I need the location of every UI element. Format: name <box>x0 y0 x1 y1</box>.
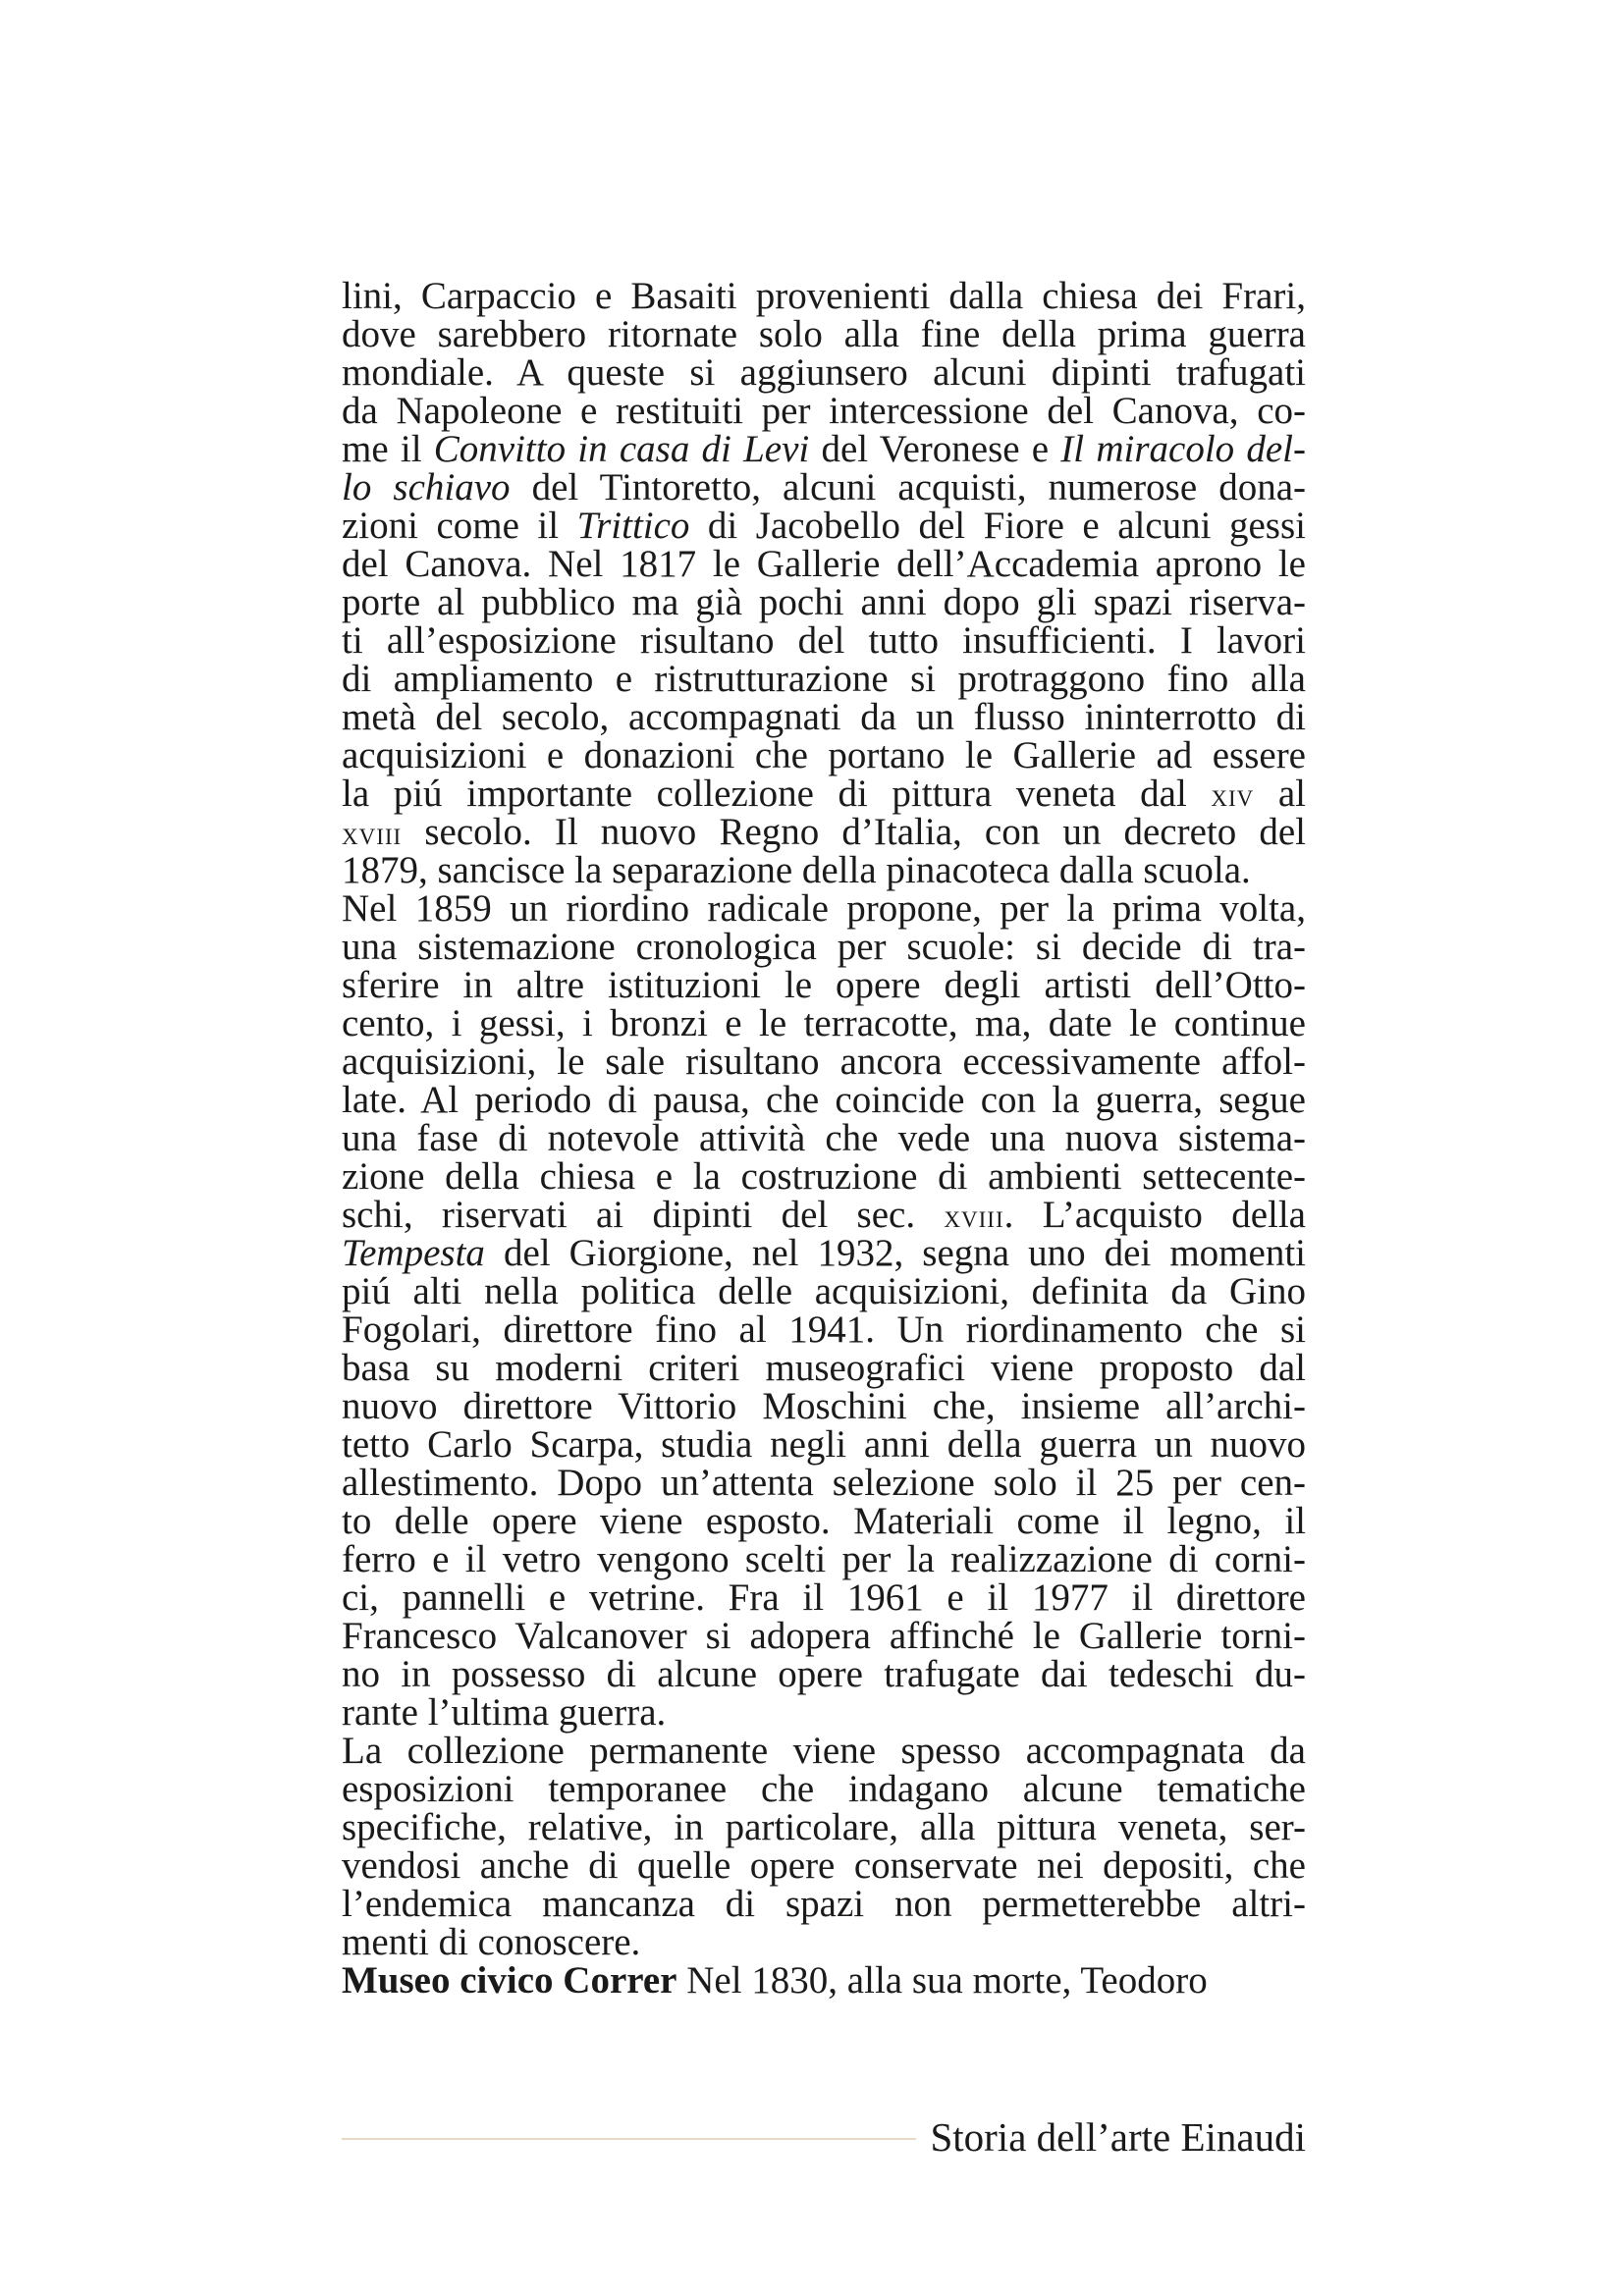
bold-heading: Museo civico Correr <box>342 1959 677 2002</box>
text-line <box>342 1617 1306 1655</box>
text-line <box>342 966 1306 1004</box>
text-segment: 1879, sancisce la separazione della pinacoteca dalla scuola. <box>342 849 1251 891</box>
text-segment: del Giorgione, nel 1932, segna uno dei momenti <box>484 1232 1306 1274</box>
text-segment: me il <box>342 428 434 470</box>
roman-numeral: xviii <box>944 1199 1004 1235</box>
text-segment: l’endemica mancanza di spazi non permetterebbe altri- <box>342 1883 1306 1925</box>
text-segment: secolo. Il nuovo Regno d’Italia, con un decreto del <box>402 811 1306 853</box>
text-segment: una sistemazione cronologica per scuole: si decide di tra- <box>342 926 1306 968</box>
text-segment: ci, pannelli e vetrine. Fra il 1961 e il 1977 il direttore <box>342 1576 1306 1619</box>
text-line <box>342 1272 1306 1310</box>
text-line <box>342 1540 1306 1578</box>
text-segment: basa su moderni criteri museografici viene proposto dal <box>342 1347 1306 1389</box>
roman-numeral: xiv <box>1211 777 1255 814</box>
text-segment: Nel 1830, alla sua morte, Teodoro <box>676 1959 1208 2002</box>
text-line <box>342 1732 1306 1770</box>
text-line <box>342 1885 1306 1923</box>
text-line <box>342 277 1306 315</box>
text-line <box>342 1387 1306 1425</box>
text-segment: Fogolari, direttore fino al 1941. Un riordinamento che si <box>342 1308 1306 1351</box>
text-segment: acquisizioni, le sale risultano ancora eccessivamente affol- <box>342 1041 1306 1083</box>
text-line <box>342 1196 1306 1234</box>
text-segment: porte al pubblico ma già pochi anni dopo gli spazi riserva- <box>342 581 1306 623</box>
text-segment: al <box>1254 773 1306 815</box>
text-line <box>342 1119 1306 1157</box>
text-line <box>342 468 1306 507</box>
text-segment: Francesco Valcanover si adopera affinché le Gallerie torni- <box>342 1615 1306 1657</box>
text-line <box>342 698 1306 736</box>
text-line <box>342 928 1306 966</box>
text-segment: zione della chiesa e la costruzione di ambienti settecente- <box>342 1155 1306 1198</box>
text-segment: esposizioni temporanee che indagano alcune tematiche <box>342 1768 1306 1810</box>
text-line <box>342 583 1306 621</box>
text-segment: no in possesso di alcune opere trafugate dai tedeschi du- <box>342 1653 1306 1695</box>
text-line <box>342 1655 1306 1693</box>
text-segment: del Veronese e <box>809 428 1061 470</box>
text-segment: del Tintoretto, alcuni acquisti, numerose dona- <box>510 466 1307 508</box>
text-segment: sferire in altre istituzioni le opere degli artisti dell’Otto- <box>342 964 1306 1006</box>
text-line <box>342 545 1306 583</box>
text-segment: una fase di notevole attività che vede una nuova sistema- <box>342 1117 1306 1159</box>
roman-numeral: xviii <box>342 816 403 852</box>
text-line <box>342 1846 1306 1885</box>
text-line <box>342 1961 1306 2000</box>
text-line <box>342 1004 1306 1042</box>
italic-title: Tempesta <box>342 1232 485 1274</box>
italic-title: Convitto in casa di Levi <box>433 428 810 470</box>
text-line <box>342 1770 1306 1808</box>
text-segment: allestimento. Dopo un’attenta selezione solo il 25 per cen- <box>342 1462 1306 1504</box>
text-line <box>342 430 1306 468</box>
text-line <box>342 1923 1306 1961</box>
body-text <box>342 277 1306 2000</box>
text-line <box>342 813 1306 851</box>
text-line <box>342 353 1306 392</box>
text-line <box>342 621 1306 660</box>
text-segment: to delle opere viene esposto. Materiali come il legno, il <box>342 1500 1306 1542</box>
text-segment: La collezione permanente viene spesso accompagnata da <box>342 1730 1306 1772</box>
text-segment: specifiche, relative, in particolare, alla pittura veneta, ser- <box>342 1806 1306 1848</box>
text-line <box>342 1042 1306 1081</box>
italic-title: lo schiavo <box>342 466 511 508</box>
text-segment: la piú importante collezione di pittura veneta dal <box>342 773 1212 815</box>
text-segment: zioni come il <box>342 505 577 547</box>
text-line <box>342 660 1306 698</box>
text-segment: ferro e il vetro vengono scelti per la realizzazione di corni- <box>342 1538 1306 1580</box>
text-line <box>342 889 1306 928</box>
text-segment: nuovo direttore Vittorio Moschini che, insieme all’archi- <box>342 1385 1306 1427</box>
text-segment: ti all’esposizione risultano del tutto insufficienti. I lavori <box>342 619 1306 662</box>
italic-title: Trittico <box>576 505 690 547</box>
text-line <box>342 1425 1306 1464</box>
text-line <box>342 1693 1306 1732</box>
text-line <box>342 315 1306 353</box>
text-line <box>342 392 1306 430</box>
text-line <box>342 1310 1306 1349</box>
footer-rule <box>342 2138 916 2140</box>
text-line <box>342 1502 1306 1540</box>
text-segment: di ampliamento e ristrutturazione si protraggono fino alla <box>342 658 1306 700</box>
text-line <box>342 1157 1306 1196</box>
text-segment: Nel 1859 un riordino radicale propone, per la prima volta, <box>342 887 1306 930</box>
text-line <box>342 736 1306 774</box>
text-segment: vendosi anche di quelle opere conservate nei depositi, che <box>342 1844 1306 1887</box>
text-segment: dove sarebbero ritornate solo alla fine della prima guerra <box>342 313 1306 355</box>
text-line <box>342 851 1306 889</box>
text-segment: di Jacobello del Fiore e alcuni gessi <box>689 505 1307 547</box>
text-segment: piú alti nella politica delle acquisizioni, definita da Gino <box>342 1270 1306 1312</box>
footer-title: Storia dell’arte Einaudi <box>930 2114 1306 2160</box>
text-line <box>342 1349 1306 1387</box>
text-segment: mondiale. A queste si aggiunsero alcuni dipinti trafugati <box>342 351 1306 394</box>
text-segment: rante l’ultima guerra. <box>342 1691 667 1734</box>
text-segment: schi, riservati ai dipinti del sec. <box>342 1194 945 1236</box>
text-line <box>342 1081 1306 1119</box>
page-footer <box>342 2112 1306 2162</box>
text-segment: cento, i gessi, i bronzi e le terracotte, ma, date le continue <box>342 1002 1306 1044</box>
text-segment: da Napoleone e restituiti per intercessione del Canova, co- <box>342 390 1306 432</box>
text-line <box>342 1464 1306 1502</box>
text-line <box>342 774 1306 813</box>
text-segment: acquisizioni e donazioni che portano le Gallerie ad essere <box>342 734 1306 776</box>
text-segment: del Canova. Nel 1817 le Gallerie dell’Accademia aprono le <box>342 543 1306 585</box>
text-segment: tetto Carlo Scarpa, studia negli anni della guerra un nuovo <box>342 1423 1306 1466</box>
text-segment: lini, Carpaccio e Basaiti provenienti dalla chiesa dei Frari, <box>342 275 1306 317</box>
text-line <box>342 1234 1306 1272</box>
text-line <box>342 1578 1306 1617</box>
text-line <box>342 507 1306 545</box>
text-segment: late. Al periodo di pausa, che coincide con la guerra, segue <box>342 1079 1306 1121</box>
italic-title: Il miracolo del- <box>1060 428 1307 470</box>
text-segment: . L’acquisto della <box>1003 1194 1306 1236</box>
text-segment: metà del secolo, accompagnati da un flusso ininterrotto di <box>342 696 1306 738</box>
text-segment: menti di conoscere. <box>342 1921 641 1963</box>
text-line <box>342 1808 1306 1846</box>
